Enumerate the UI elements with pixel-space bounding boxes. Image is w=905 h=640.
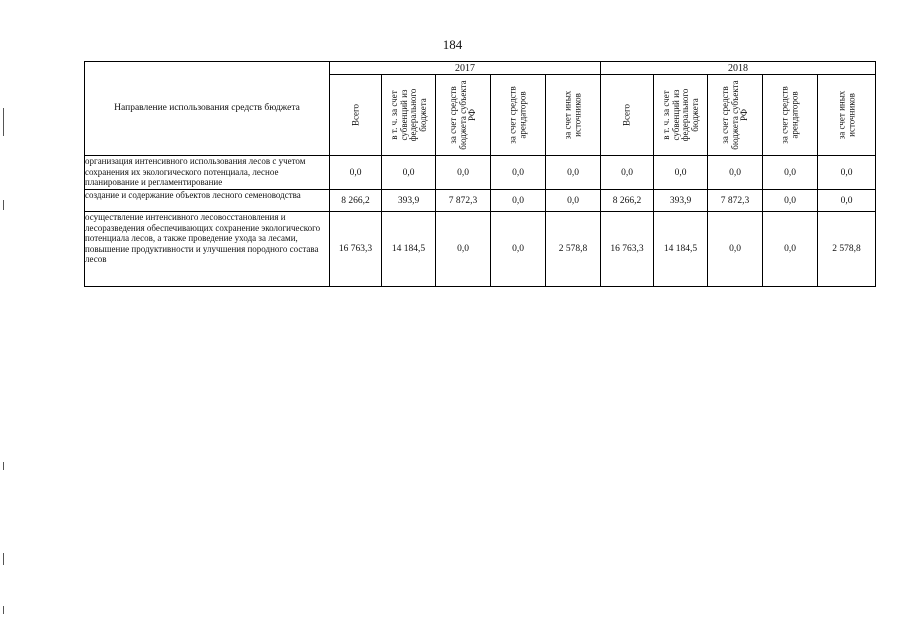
cell-value: 16 763,3 [601,212,654,287]
cell-value: 8 266,2 [601,190,654,212]
scan-artifact [3,553,4,565]
column-header-tenants: за счет средств арендаторов [491,75,546,156]
cell-value: 16 763,3 [330,212,382,287]
column-header-federal: в т. ч. за счет субвенций из федерального бюджета [382,75,436,156]
year-header-2018: 2018 [601,62,876,75]
cell-value: 0,0 [601,156,654,190]
table-row [85,156,876,190]
cell-value: 0,0 [436,156,491,190]
cell-value: 0,0 [654,156,708,190]
cell-value: 0,0 [708,156,763,190]
column-header-total: Всего [601,75,654,156]
column-header-total: Всего [330,75,382,156]
cell-value: 0,0 [382,156,436,190]
budget-table [84,61,876,287]
column-header-other: за счет иных источников [818,75,876,156]
cell-value: 2 578,8 [546,212,601,287]
cell-value: 14 184,5 [654,212,708,287]
cell-value: 0,0 [763,190,818,212]
row-label: осуществление интенсивного лесовосстановления и лесоразведения обеспечивающих сохранение экологического потенциала лесов, а также проведение ухода за лесами, повышение продуктивности и улучшения породного состава лесов [85,212,330,287]
cell-value: 0,0 [436,212,491,287]
cell-value: 7 872,3 [436,190,491,212]
cell-value: 0,0 [818,156,876,190]
cell-value: 0,0 [546,190,601,212]
page-number: 184 [442,37,463,52]
column-header-federal: в т. ч. за счет субвенций из федерального бюджета [654,75,708,156]
header-row-years [85,62,876,75]
cell-value: 0,0 [708,212,763,287]
year-header-2017: 2017 [330,62,601,75]
row-label: организация интенсивного использования лесов с учетом сохранения их экологического потенциала, лесное планирование и регламентирование [85,156,330,190]
cell-value: 0,0 [330,156,382,190]
scan-artifact [3,108,4,136]
scan-artifact [3,606,4,614]
cell-value: 0,0 [491,190,546,212]
cell-value: 0,0 [763,212,818,287]
cell-value: 2 578,8 [818,212,876,287]
cell-value: 14 184,5 [382,212,436,287]
column-header-tenants: за счет средств арендаторов [763,75,818,156]
cell-value: 8 266,2 [330,190,382,212]
scan-artifact [3,200,4,210]
column-header-other: за счет иных источников [546,75,601,156]
cell-value: 393,9 [654,190,708,212]
cell-value: 0,0 [763,156,818,190]
cell-value: 0,0 [546,156,601,190]
cell-value: 393,9 [382,190,436,212]
cell-value: 0,0 [491,212,546,287]
table-row [85,212,876,287]
cell-value: 0,0 [818,190,876,212]
cell-value: 7 872,3 [708,190,763,212]
column-header-regional: за счет средств бюджета субъекта РФ [708,75,763,156]
row-label: создание и содержание объектов лесного семеноводства [85,190,330,212]
cell-value: 0,0 [491,156,546,190]
column-header-regional: за счет средств бюджета субъекта РФ [436,75,491,156]
direction-header: Направление использования средств бюджета [85,62,330,156]
table-row [85,190,876,212]
scan-artifact [3,462,4,470]
